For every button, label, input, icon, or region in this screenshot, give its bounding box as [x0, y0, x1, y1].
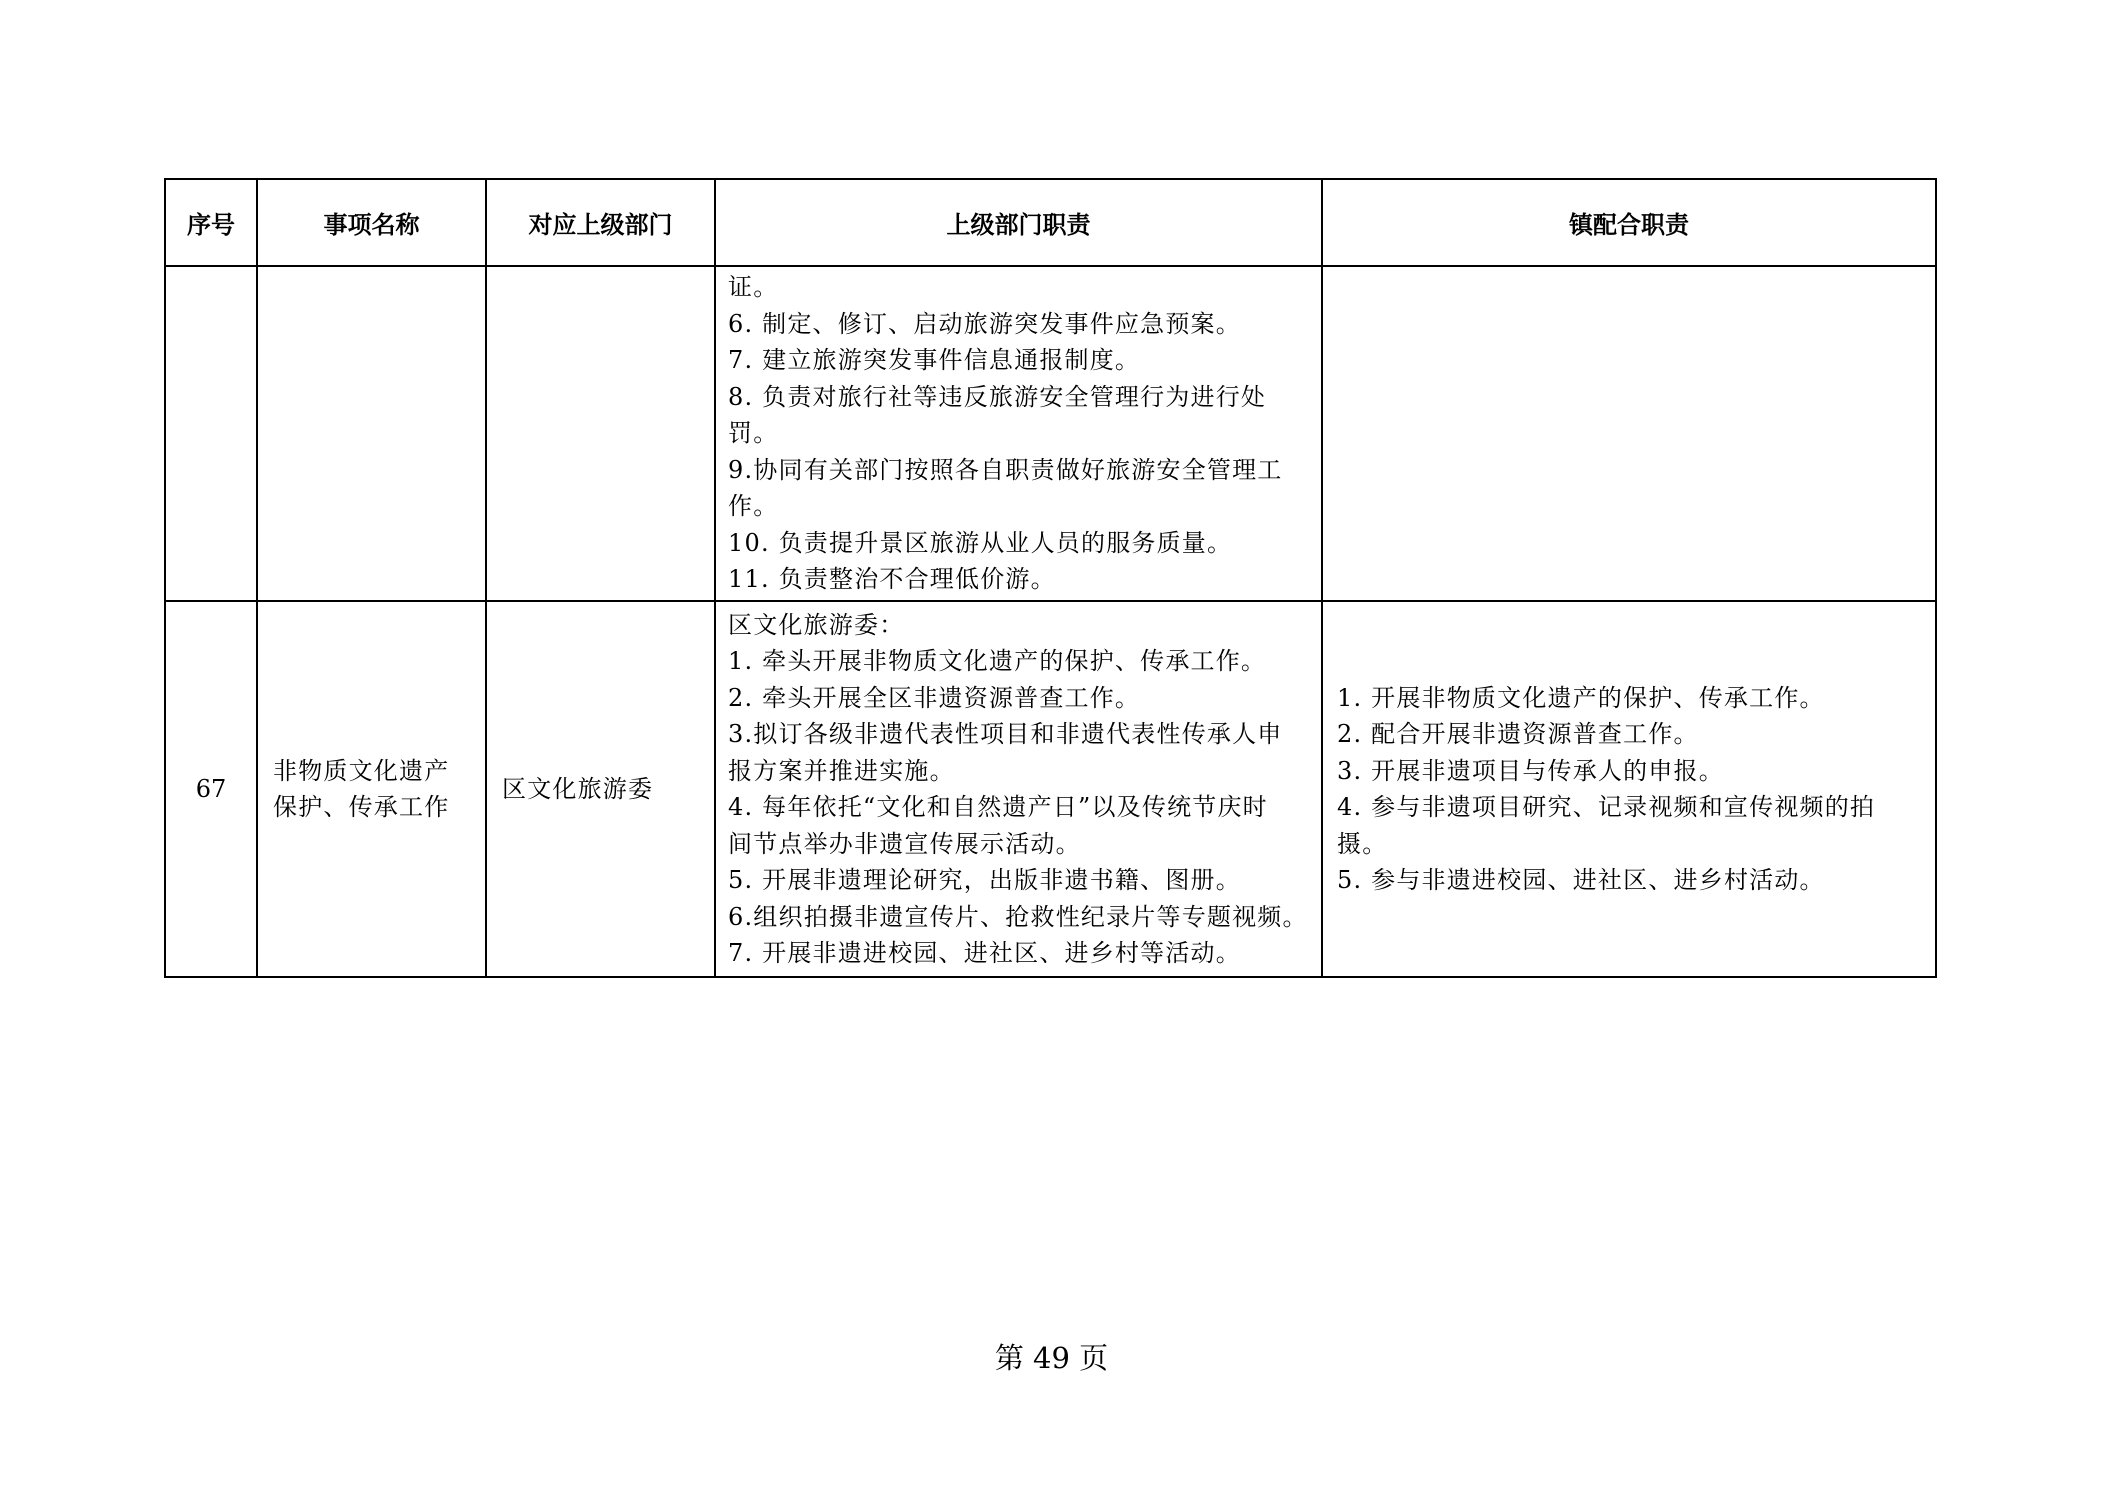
- table-body: [165, 266, 1936, 977]
- cell-seq: [165, 266, 257, 601]
- duty-line: 10. 负责提升景区旅游从业人员的服务质量。: [728, 528, 1233, 557]
- duty-line: 区文化旅游委：: [728, 610, 905, 639]
- cell-town-duties: [1322, 266, 1936, 601]
- town-duty-line: 2. 配合开展非遗资源普查工作。: [1337, 720, 1699, 748]
- cell-upper-dept: [486, 601, 715, 977]
- duty-line: 7. 建立旅游突发事件信息通报制度。: [728, 346, 1141, 375]
- duty-line: 证。: [728, 273, 779, 302]
- town-duty-line: 4. 参与非遗项目研究、记录视频和宣传视频的拍: [1337, 793, 1876, 821]
- table-row: [165, 601, 1936, 977]
- town-duty-line: 3. 开展非遗项目与传承人的申报。: [1337, 756, 1724, 785]
- duty-line: 7. 开展非遗进校园、进社区、进乡村等活动。: [728, 939, 1241, 967]
- duty-line: 罚。: [728, 419, 779, 448]
- cell-item-name: [257, 601, 486, 977]
- responsibility-table: [164, 178, 1937, 978]
- town-duty-line: 摄。: [1337, 829, 1388, 858]
- header-upper-duties: 上级部门职责: [715, 179, 1322, 266]
- item-name-line: 非物质文化遗产: [273, 756, 450, 785]
- duty-line: 11. 负责整治不合理低价游。: [728, 565, 1056, 594]
- cell-upper-duties: [715, 601, 1322, 977]
- page-number: 第 49 页: [994, 1341, 1109, 1375]
- header-row: [165, 179, 1936, 266]
- cell-item-name: [257, 266, 486, 601]
- dept-name: 区文化旅游委: [502, 774, 654, 803]
- header-seq: 序号: [165, 179, 257, 266]
- duty-line: 4. 每年依托“文化和自然遗产日”以及传统节庆时: [728, 793, 1268, 821]
- duty-line: 6. 制定、修订、启动旅游突发事件应急预案。: [728, 309, 1241, 338]
- duty-line: 2. 牵头开展全区非遗资源普查工作。: [728, 683, 1141, 712]
- duty-line: 5. 开展非遗理论研究，出版非遗书籍、图册。: [728, 866, 1241, 894]
- duty-line: 报方案并推进实施。: [728, 756, 955, 785]
- duty-line: 6.组织拍摄非遗宣传片、抢救性纪录片等专题视频。: [728, 902, 1308, 931]
- cell-upper-dept: [486, 266, 715, 601]
- duty-line: 3.拟订各级非遗代表性项目和非遗代表性传承人申: [728, 720, 1283, 748]
- duty-line: 8. 负责对旅行社等违反旅游安全管理行为进行处: [728, 382, 1267, 411]
- duty-line: 作。: [728, 492, 779, 521]
- header-upper-dept: 对应上级部门: [486, 179, 715, 266]
- town-duty-line: 1. 开展非物质文化遗产的保护、传承工作。: [1337, 683, 1825, 712]
- cell-town-duties: [1322, 601, 1936, 977]
- cell-upper-duties: [715, 266, 1322, 601]
- header-town-duties: 镇配合职责: [1322, 179, 1936, 266]
- duty-line: 1. 牵头开展非物质文化遗产的保护、传承工作。: [728, 647, 1267, 675]
- cell-seq: 67: [165, 601, 257, 977]
- duty-line: 9.协同有关部门按照各自职责做好旅游安全管理工: [728, 455, 1283, 484]
- item-name-line: 保护、传承工作: [273, 793, 450, 821]
- duty-line: 间节点举办非遗宣传展示活动。: [728, 829, 1081, 858]
- header-item-name: 事项名称: [257, 179, 486, 266]
- table-header: [165, 179, 1936, 266]
- town-duty-line: 5. 参与非遗进校园、进社区、进乡村活动。: [1337, 866, 1825, 894]
- table-row: [165, 266, 1936, 601]
